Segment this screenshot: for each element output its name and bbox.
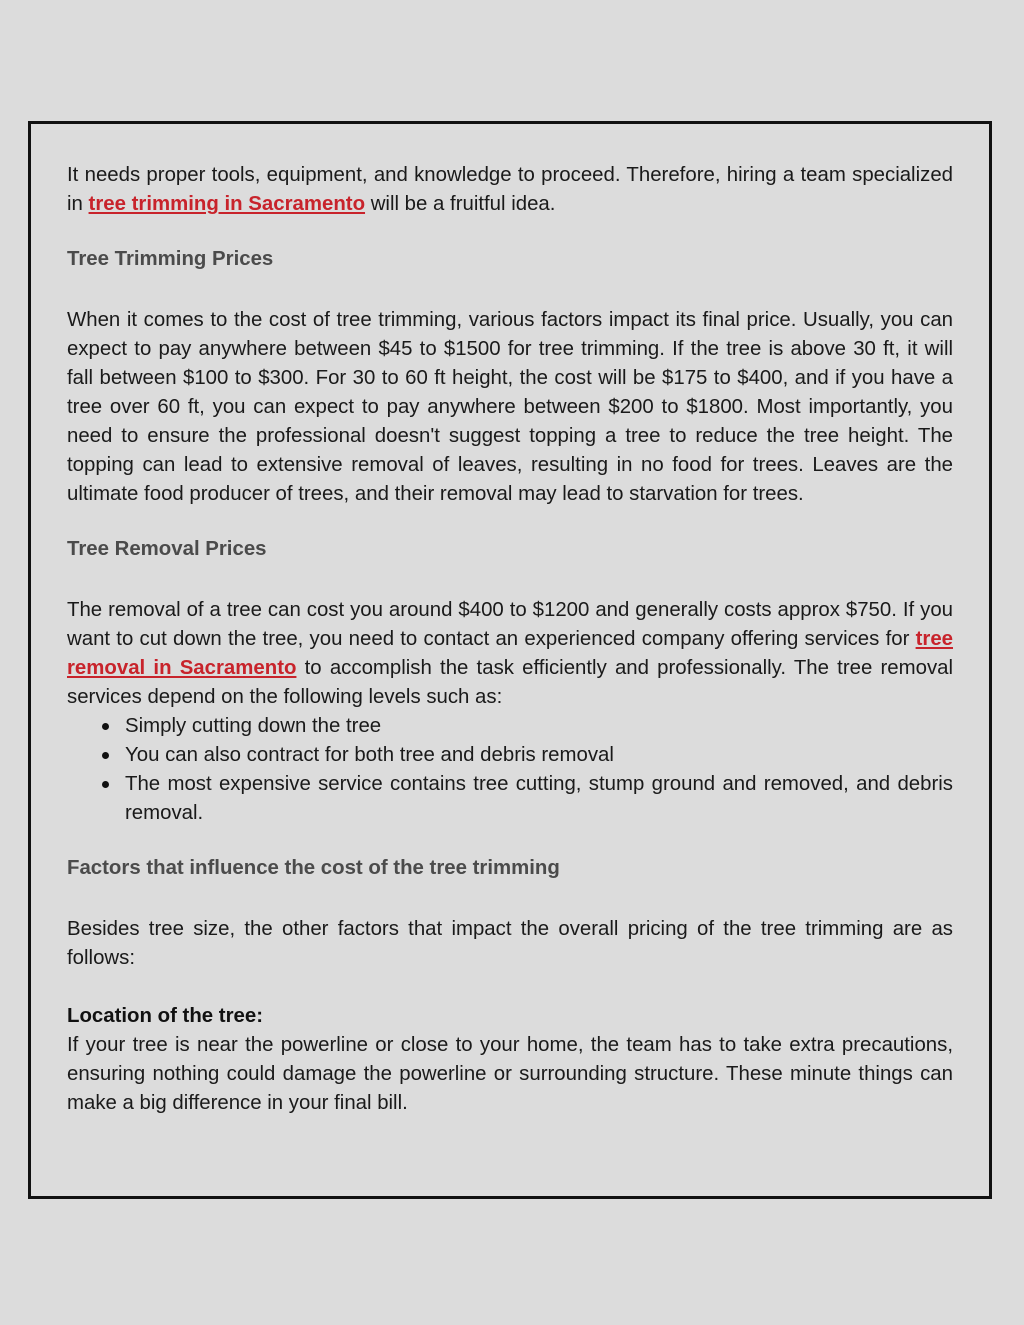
intro-text-before: It needs proper tools, equipment, and knowledge to proceed. Therefore, hiring a team specialized in [67, 164, 953, 215]
tree-trimming-prices-heading: Tree Trimming Prices [67, 248, 274, 270]
list-item [125, 712, 953, 741]
intro-text-after: will be a fruitful idea. [365, 193, 556, 215]
location-subheading: Location of the tree: [67, 1005, 263, 1027]
list-item-text: The most expensive service contains tree cutting, stump ground and removed, and debris removal. [125, 773, 953, 824]
bullet-icon [102, 781, 109, 788]
tree-removal-link[interactable]: tree removal in Sacramento [67, 628, 953, 679]
cost-factors-paragraph: Besides tree size, the other factors that impact the overall pricing of the tree trimming are as follows: [67, 918, 953, 969]
tree-removal-prices-paragraph [67, 596, 953, 712]
removal-levels-list [67, 712, 953, 828]
cost-factors-heading: Factors that influence the cost of the tree trimming [67, 857, 560, 879]
location-paragraph: If your tree is near the powerline or close to your home, the team has to take extra precautions, ensuring nothing could damage the powerline or surrounding structure. These minute things can make a big difference in your final bill. [67, 1034, 953, 1114]
list-item [125, 741, 953, 770]
tree-trimming-prices-paragraph: When it comes to the cost of tree trimming, various factors impact its final price. Usually, you can expect to pay anywhere between $45 to $1500 for tree trimming. If the tree is above 30 ft, it will fall between $100 to $300. For 30 to 60 ft height, the cost will be $175 to $400, and if you have a tree over 60 ft, you can expect to pay anywhere between $200 to $1800. Most importantly, you need to ensure the professional doesn't suggest topping a tree to reduce the tree height. The topping can lead to extensive removal of leaves, resulting in no food for trees. Leaves are the ultimate food producer of trees, and their removal may lead to starvation for trees. [67, 309, 953, 505]
intro-paragraph [67, 161, 953, 219]
bullet-icon [102, 723, 109, 730]
removal-text-before: The removal of a tree can cost you around $400 to $1200 and generally costs approx $750. If you want to cut down the tree, you need to contact an experienced company offering services for [67, 599, 953, 650]
tree-removal-prices-heading: Tree Removal Prices [67, 538, 267, 560]
document-frame [28, 121, 992, 1199]
tree-trimming-link[interactable]: tree trimming in Sacramento [88, 193, 366, 215]
list-item-text: You can also contract for both tree and debris removal [125, 744, 614, 766]
removal-text-after: to accomplish the task efficiently and professionally. The tree removal services depend on the following levels such as: [67, 657, 954, 708]
bullet-icon [102, 752, 109, 759]
list-item-text: Simply cutting down the tree [125, 715, 382, 737]
list-item [125, 770, 953, 828]
